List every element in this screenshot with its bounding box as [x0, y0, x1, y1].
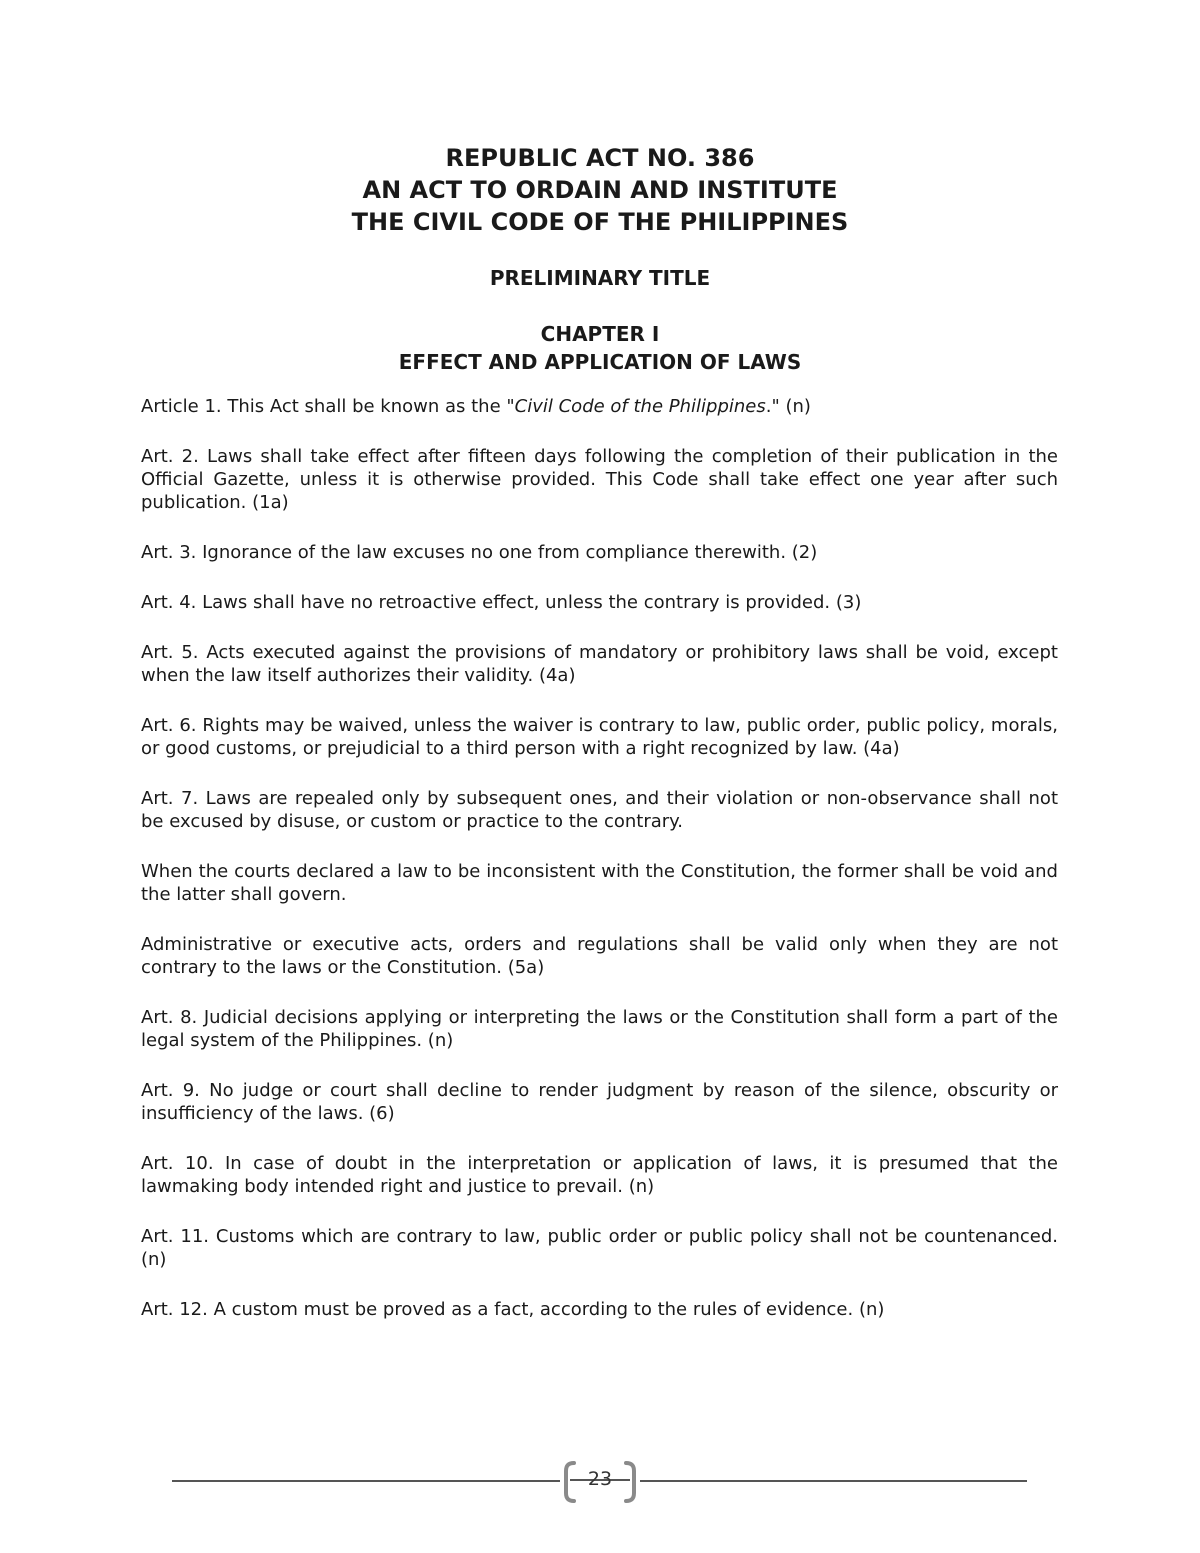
- page-number-badge: [560, 1460, 640, 1504]
- article-2: Art. 2. Laws shall take effect after fifteen days following the completion of their publication in the Official Gazette, unless it is otherwise provided. This Code shall take effect one year after such publication. (1a): [141, 446, 1058, 513]
- article-11: Art. 11. Customs which are contrary to law, public order or public policy shall not be countenanced. (n): [141, 1226, 1058, 1270]
- article-12: Art. 12. A custom must be proved as a fact, according to the rules of evidence. (n): [141, 1299, 885, 1320]
- chapter-heading: [0, 320, 1200, 376]
- document-title: [0, 142, 1200, 238]
- article-9: Art. 9. No judge or court shall decline to render judgment by reason of the silence, obscurity or insufficiency of the laws. (6): [141, 1080, 1058, 1124]
- article-5: Art. 5. Acts executed against the provisions of mandatory or prohibitory laws shall be void, except when the law itself authorizes their validity. (4a): [141, 642, 1058, 686]
- footer-rule-left: [172, 1480, 560, 1482]
- title-line-act-number: REPUBLIC ACT NO. 386: [445, 144, 755, 172]
- article-1: [141, 395, 1058, 418]
- chapter-title: EFFECT AND APPLICATION OF LAWS: [398, 350, 802, 374]
- title-line-code-name: THE CIVIL CODE OF THE PHILIPPINES: [351, 208, 849, 236]
- article-7-paragraph-2: When the courts declared a law to be inconsistent with the Constitution, the former shall be void and the latter shall govern.: [141, 861, 1058, 905]
- articles-body: [141, 395, 1058, 1348]
- article-7-paragraph-3: Administrative or executive acts, orders and regulations shall be valid only when they are not contrary to the laws or the Constitution. (5a): [141, 934, 1058, 978]
- footer-rule-right: [640, 1480, 1027, 1482]
- article-3: Art. 3. Ignorance of the law excuses no one from compliance therewith. (2): [141, 542, 818, 563]
- article-1-code-name: Civil Code of the Philippines: [514, 396, 766, 417]
- article-7: Art. 7. Laws are repealed only by subsequent ones, and their violation or non-observance shall not be excused by disuse, or custom or practice to the contrary.: [141, 788, 1058, 832]
- article-8: Art. 8. Judicial decisions applying or interpreting the laws or the Constitution shall form a part of the legal system of the Philippines. (n): [141, 1007, 1058, 1051]
- title-line-act-purpose: AN ACT TO ORDAIN AND INSTITUTE: [362, 176, 838, 204]
- article-6: Art. 6. Rights may be waived, unless the waiver is contrary to law, public order, public policy, morals, or good customs, or prejudicial to a third person with a right recognized by law. (4a): [141, 715, 1058, 759]
- chapter-label: CHAPTER I: [540, 322, 660, 346]
- article-1-suffix: ." (n): [765, 396, 811, 417]
- article-10: Art. 10. In case of doubt in the interpretation or application of laws, it is presumed that the lawmaking body intended right and justice to prevail. (n): [141, 1153, 1058, 1197]
- page-number: 23: [587, 1468, 613, 1490]
- preliminary-title: PRELIMINARY TITLE: [489, 266, 711, 290]
- article-4: Art. 4. Laws shall have no retroactive effect, unless the contrary is provided. (3): [141, 592, 862, 613]
- article-1-prefix: Article 1. This Act shall be known as the ": [141, 396, 515, 417]
